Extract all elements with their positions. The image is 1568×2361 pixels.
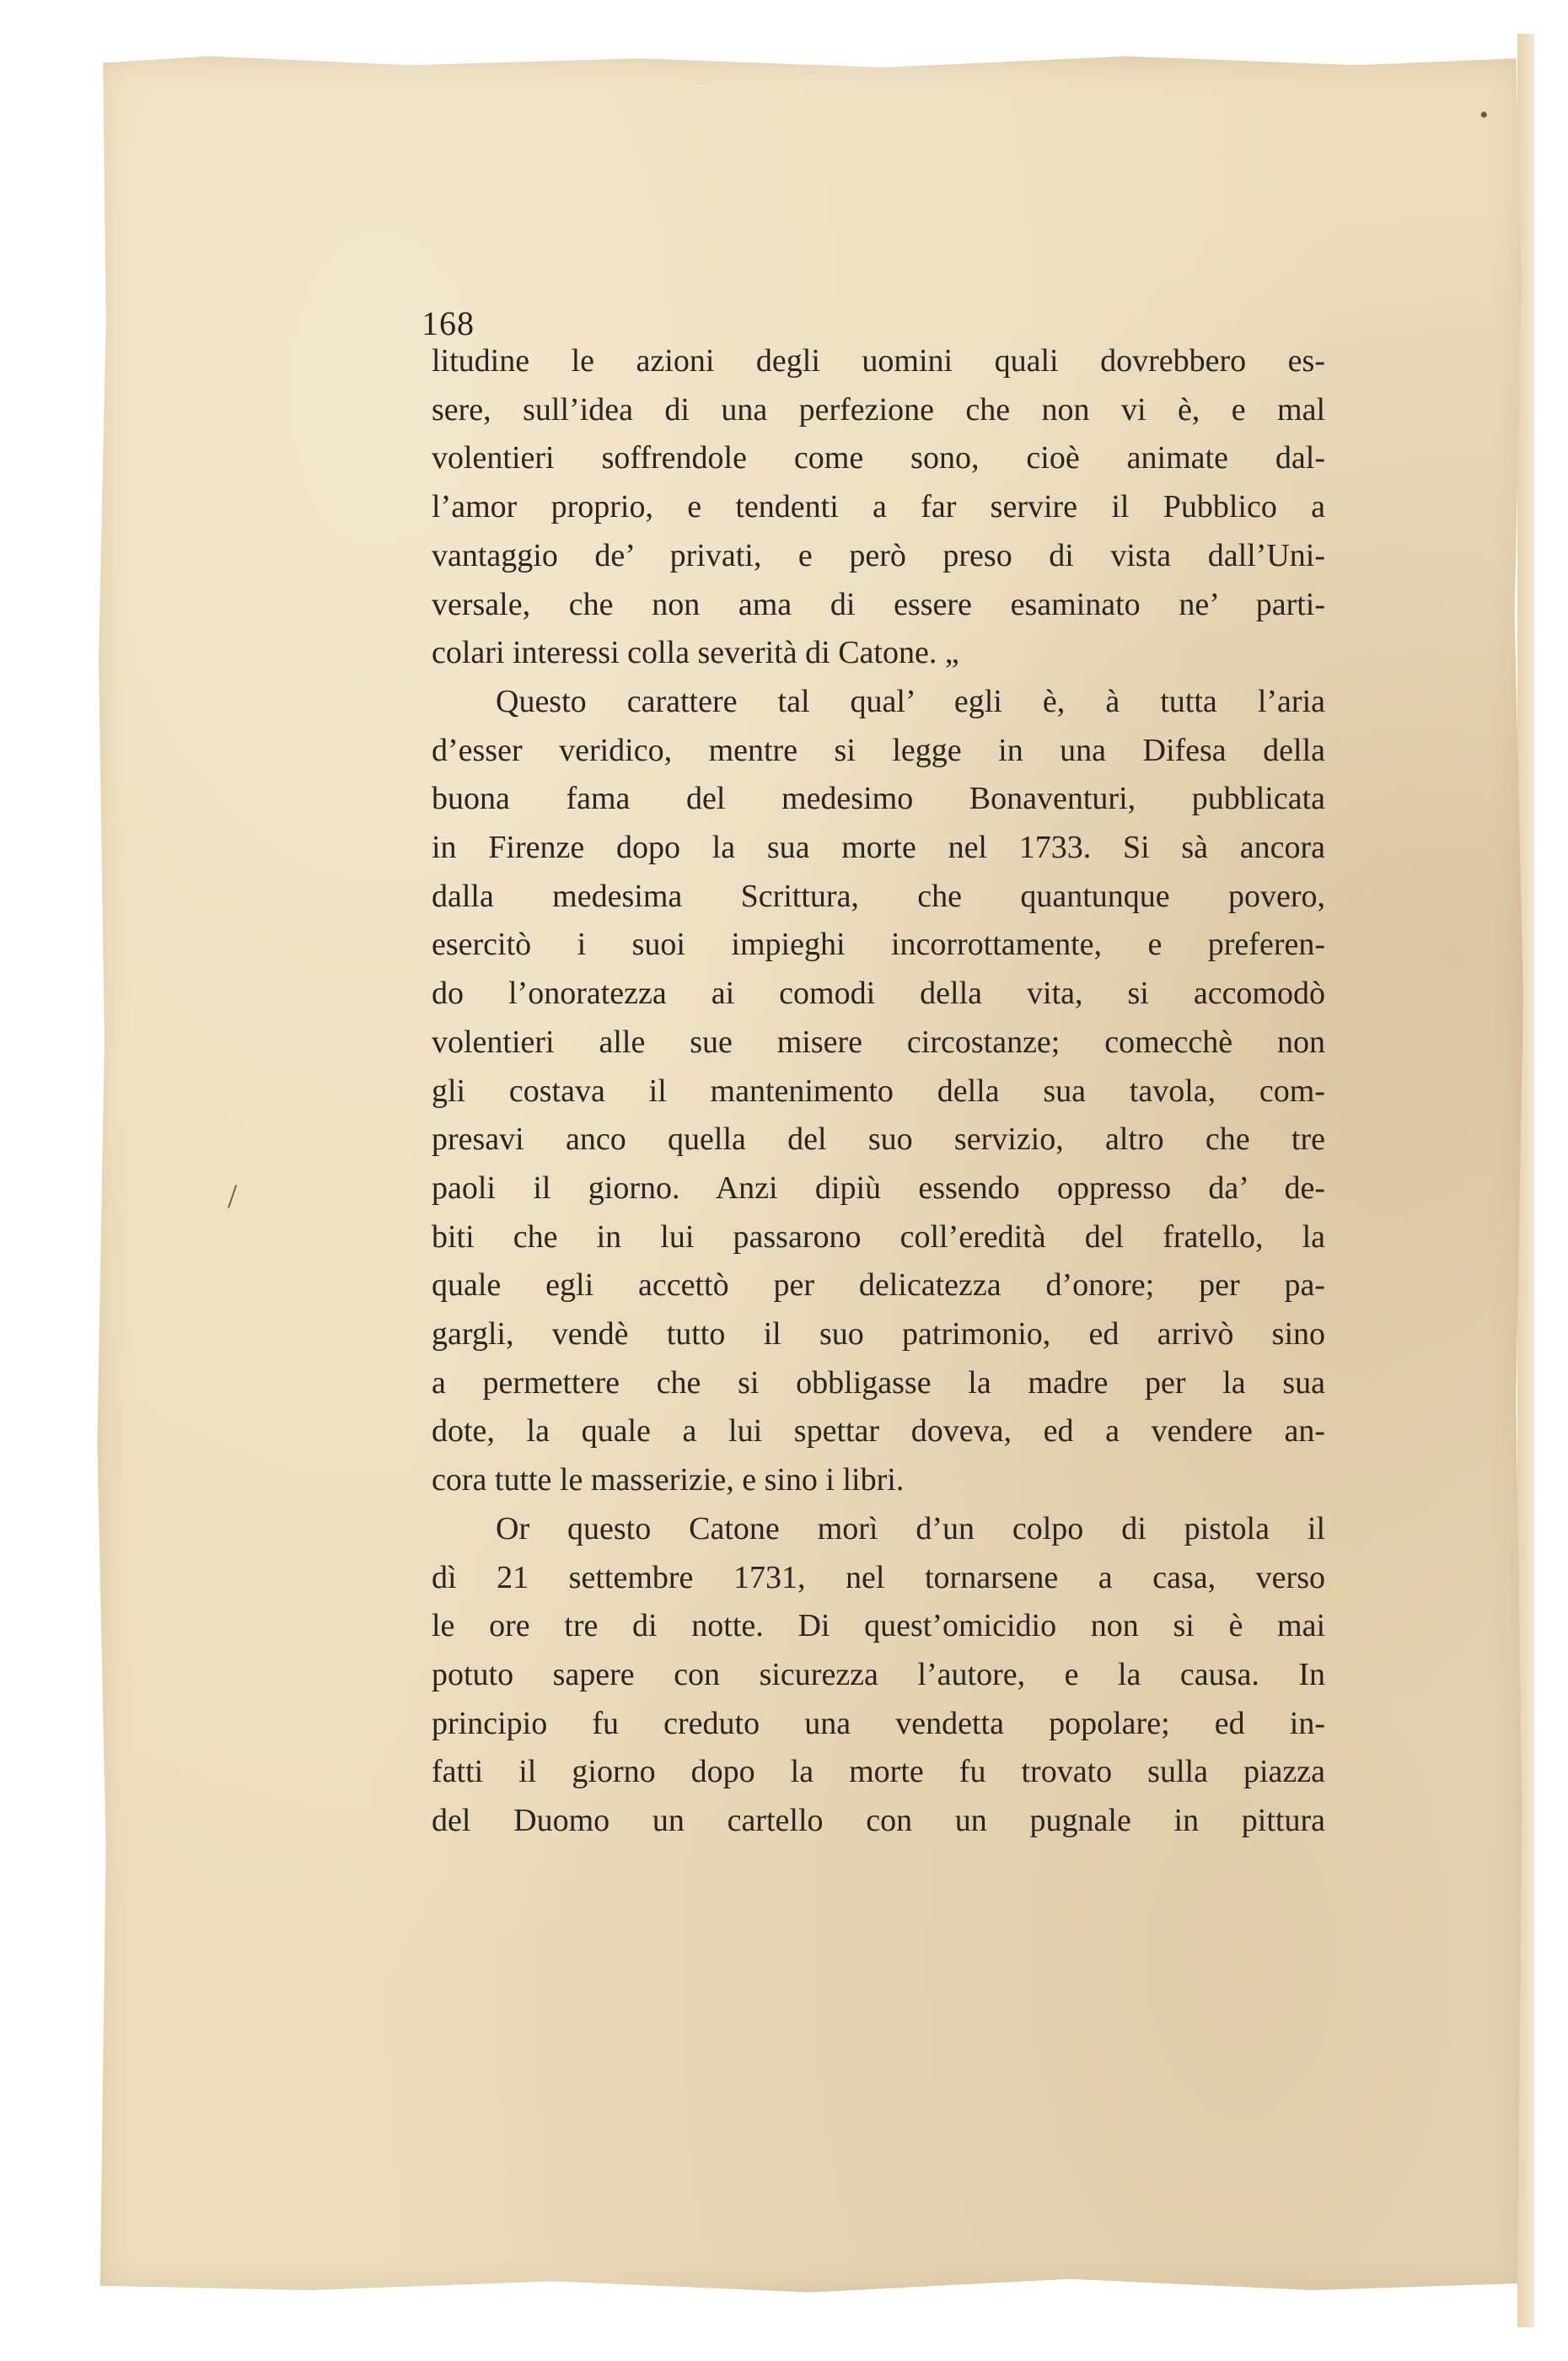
text-line: fatti il giorno dopo la morte fu trovato sulla piazza [432, 1754, 1325, 1790]
margin-speck: • [1479, 101, 1489, 129]
text-line: paoli il giorno. Anzi dipiù essendo oppresso da’ de- [432, 1170, 1325, 1206]
text-line: potuto sapere con sicurezza l’autore, e la causa. In [432, 1656, 1325, 1692]
text-line: del Duomo un cartello con un pugnale in pittura [432, 1803, 1325, 1839]
text-line: cora tutte le masserizie, e sino i libri. [432, 1462, 905, 1498]
text-line: colari interessi colla severità di Catone. „ [432, 635, 959, 671]
text-line: litudine le azioni degli uomini quali dovrebbero es- [432, 343, 1325, 379]
margin-pen-mark: / [228, 1177, 238, 1215]
text-line: l’amor proprio, e tendenti a far servire il Pubblico a [432, 489, 1325, 525]
text-line: quale egli accettò per delicatezza d’onore; per pa- [432, 1267, 1325, 1304]
text-line: a permettere che si obbligasse la madre per la sua [432, 1364, 1325, 1401]
text-line: dì 21 settembre 1731, nel tornarsene a casa, verso [432, 1559, 1325, 1595]
text-line: do l’onoratezza ai comodi della vita, si accomodò [432, 976, 1325, 1012]
text-line: volentieri alle sue misere circostanze; comecchè non [432, 1024, 1325, 1060]
text-line: dalla medesima Scrittura, che quantunque povero, [432, 878, 1325, 914]
text-line: gli costava il mantenimento della sua tavola, com- [432, 1073, 1325, 1109]
text-line: biti che in lui passarono coll’eredità del fratello, la [432, 1218, 1325, 1255]
text-line: in Firenze dopo la sua morte nel 1733. Si sà ancora [432, 830, 1325, 866]
body-text [432, 337, 1325, 1846]
text-line: volentieri soffrendole come sono, cioè animate dal- [432, 440, 1325, 476]
text-line: gargli, vendè tutto il suo patrimonio, ed arrivò sino [432, 1316, 1325, 1353]
text-line: esercitò i suoi impieghi incorrottamente, e preferen- [432, 927, 1325, 963]
text-line: Or questo Catone morì d’un colpo di pistola il [496, 1510, 1325, 1546]
text-line: presavi anco quella del suo servizio, altro che tre [432, 1121, 1325, 1158]
text-line: buona fama del medesimo Bonaventuri, pubblicata [432, 781, 1325, 817]
text-line: le ore tre di notte. Di quest’omicidio non si è mai [432, 1608, 1325, 1644]
page-number: 168 [422, 304, 475, 342]
text-line: d’esser veridico, mentre si legge in una Difesa della [432, 732, 1325, 768]
text-line: Questo carattere tal qual’ egli è, à tutta l’aria [496, 683, 1325, 719]
text-line: dote, la quale a lui spettar doveva, ed a vendere an- [432, 1413, 1325, 1449]
text-line: principio fu creduto una vendetta popolare; ed in- [432, 1705, 1325, 1741]
text-line: versale, che non ama di essere esaminato ne’ parti- [432, 586, 1325, 622]
text-line: vantaggio de’ privati, e però preso di vista dall’Uni- [432, 537, 1325, 573]
text-line: sere, sull’idea di una perfezione che non vi è, e mal [432, 391, 1325, 428]
